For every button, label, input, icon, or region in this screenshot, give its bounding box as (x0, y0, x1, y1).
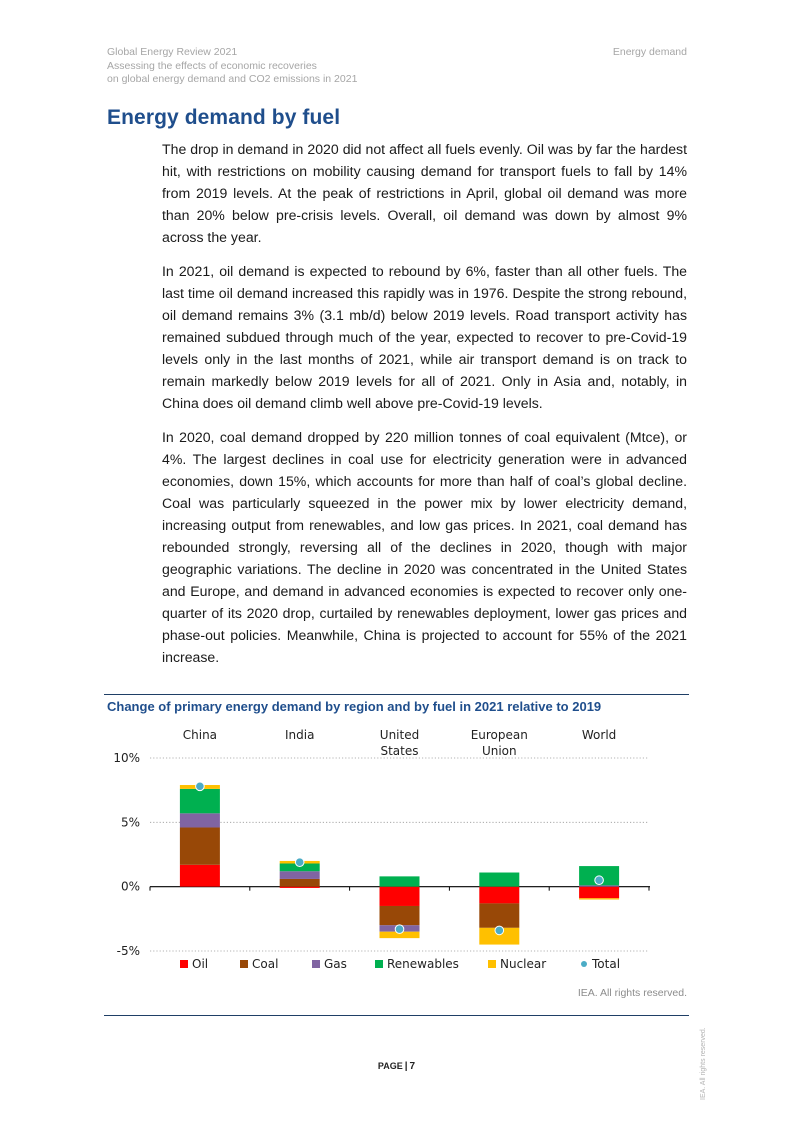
bar-oil-segment (579, 887, 619, 899)
figure-bottom-rule (104, 1015, 689, 1016)
bar-gas-segment (280, 871, 320, 879)
figure-credit: IEA. All rights reserved. (577, 987, 687, 999)
category-label: States (380, 744, 419, 758)
page-title: Energy demand by fuel (107, 106, 341, 129)
bar-renewables-segment (180, 789, 220, 813)
bar-renewables-segment (380, 876, 420, 886)
chart-legend (180, 957, 620, 971)
page-number-value: 7 (409, 1061, 416, 1072)
legend-renewables-label: Renewables (387, 957, 459, 971)
energy-demand-chart (104, 722, 689, 980)
category-label: China (182, 728, 218, 742)
bar-gas-segment (579, 885, 619, 886)
bar-gas-segment (180, 813, 220, 827)
category-label: European (470, 728, 528, 742)
bar-oil-segment (280, 887, 320, 888)
bar-oil-segment (180, 865, 220, 887)
y-tick-label: 0% (120, 879, 140, 894)
legend-nuclear-swatch (488, 960, 496, 968)
section-label: Energy demand (612, 46, 687, 58)
bars-layer (180, 785, 619, 945)
legend-gas-swatch (312, 960, 320, 968)
paragraph: The drop in demand in 2020 did not affect all fuels evenly. Oil was by far the hardest hit, with restrictions on mobility causing demand for transport fuels to fall by 14% from 2019 levels. At the peak of restrictions in April, global oil demand was more than 20% below pre-crisis levels. Overall, oil demand was down by almost 9% across the year. (162, 141, 687, 245)
page-number: PAGE | 7 (377, 1061, 416, 1072)
total-marker (295, 858, 304, 867)
paragraph: In 2021, oil demand is expected to rebound by 6%, faster than all other fuels. The last time oil demand increased this rapidly was in 1976. Despite the strong rebound, oil demand remains 3% (3.1 mb/d) below 2019 levels. Road transport activity has remained subdued through much of the year, expected to recover to pre-Covid-19 levels only in the last months of 2021, while air transport demand is on track to remain markedly below 2019 levels for all of 2021. Only in Asia and, notably, in China does oil demand climb well above pre-Covid-19 levels. (162, 263, 687, 411)
figure-title: Change of primary energy demand by region and by fuel in 2021 relative to 2019 (107, 699, 602, 714)
y-tick-label: -5% (116, 944, 140, 958)
legend-gas-label: Gas (324, 957, 347, 971)
total-marker (495, 926, 504, 935)
bar-coal-segment (180, 827, 220, 864)
legend-total-marker (581, 961, 587, 967)
y-tick-label: 10% (113, 751, 140, 765)
category-label: United (379, 728, 420, 742)
paragraph: In 2020, coal demand dropped by 220 million tonnes of coal equivalent (Mtce), or 4%. The largest declines in coal use for electricity generation were in advanced economies, down 15%, which accounts for more than half of coal’s global decline. Coal was particularly squeezed in the power mix by lower electricity demand, increasing output from renewables, and low gas prices. In 2021, coal demand has rebounded strongly, reversing all of the declines in 2020, though with major geographic variations. The decline in 2020 was concentrated in the United States and Europe, and demand in advanced economies is expected to recover only one-quarter of its 2020 drop, curtailed by renewables deployment, lower gas prices and phase-out policies. Meanwhile, China is projected to account for 55% of the 2021 increase. (162, 429, 687, 665)
page-prefix: PAGE (377, 1061, 403, 1071)
legend-total-label: Total (592, 957, 621, 971)
body-text (162, 138, 687, 680)
total-marker (595, 876, 604, 885)
bar-oil-segment (479, 887, 519, 904)
legend-oil-label: Oil (192, 957, 209, 971)
total-marker (395, 925, 404, 934)
bar-coal-segment (280, 879, 320, 887)
bar-oil-segment (380, 887, 420, 906)
report-title: Global Energy Review 2021 (107, 46, 238, 58)
running-header (107, 46, 357, 87)
figure-top-rule (104, 694, 689, 695)
side-watermark: IEA. All rights reserved. (700, 1027, 707, 1100)
legend-coal-swatch (240, 960, 248, 968)
y-tick-label: 5% (120, 815, 140, 830)
legend-oil-swatch (180, 960, 188, 968)
category-label: World (581, 728, 617, 742)
legend-nuclear-label: Nuclear (500, 957, 547, 971)
report-subtitle-line2: on global energy demand and CO2 emissions in 2021 (107, 73, 358, 85)
category-label: Union (481, 744, 517, 758)
bar-renewables-segment (479, 873, 519, 887)
category-label: India (284, 728, 315, 742)
bar-coal-segment (380, 906, 420, 925)
bar-coal-segment (479, 903, 519, 927)
legend-coal-label: Coal (252, 957, 279, 971)
report-subtitle-line1: Assessing the effects of economic recoveries (107, 59, 317, 72)
legend-renewables-swatch (375, 960, 383, 968)
bar-nuclear-segment (579, 898, 619, 899)
total-marker (196, 782, 205, 791)
